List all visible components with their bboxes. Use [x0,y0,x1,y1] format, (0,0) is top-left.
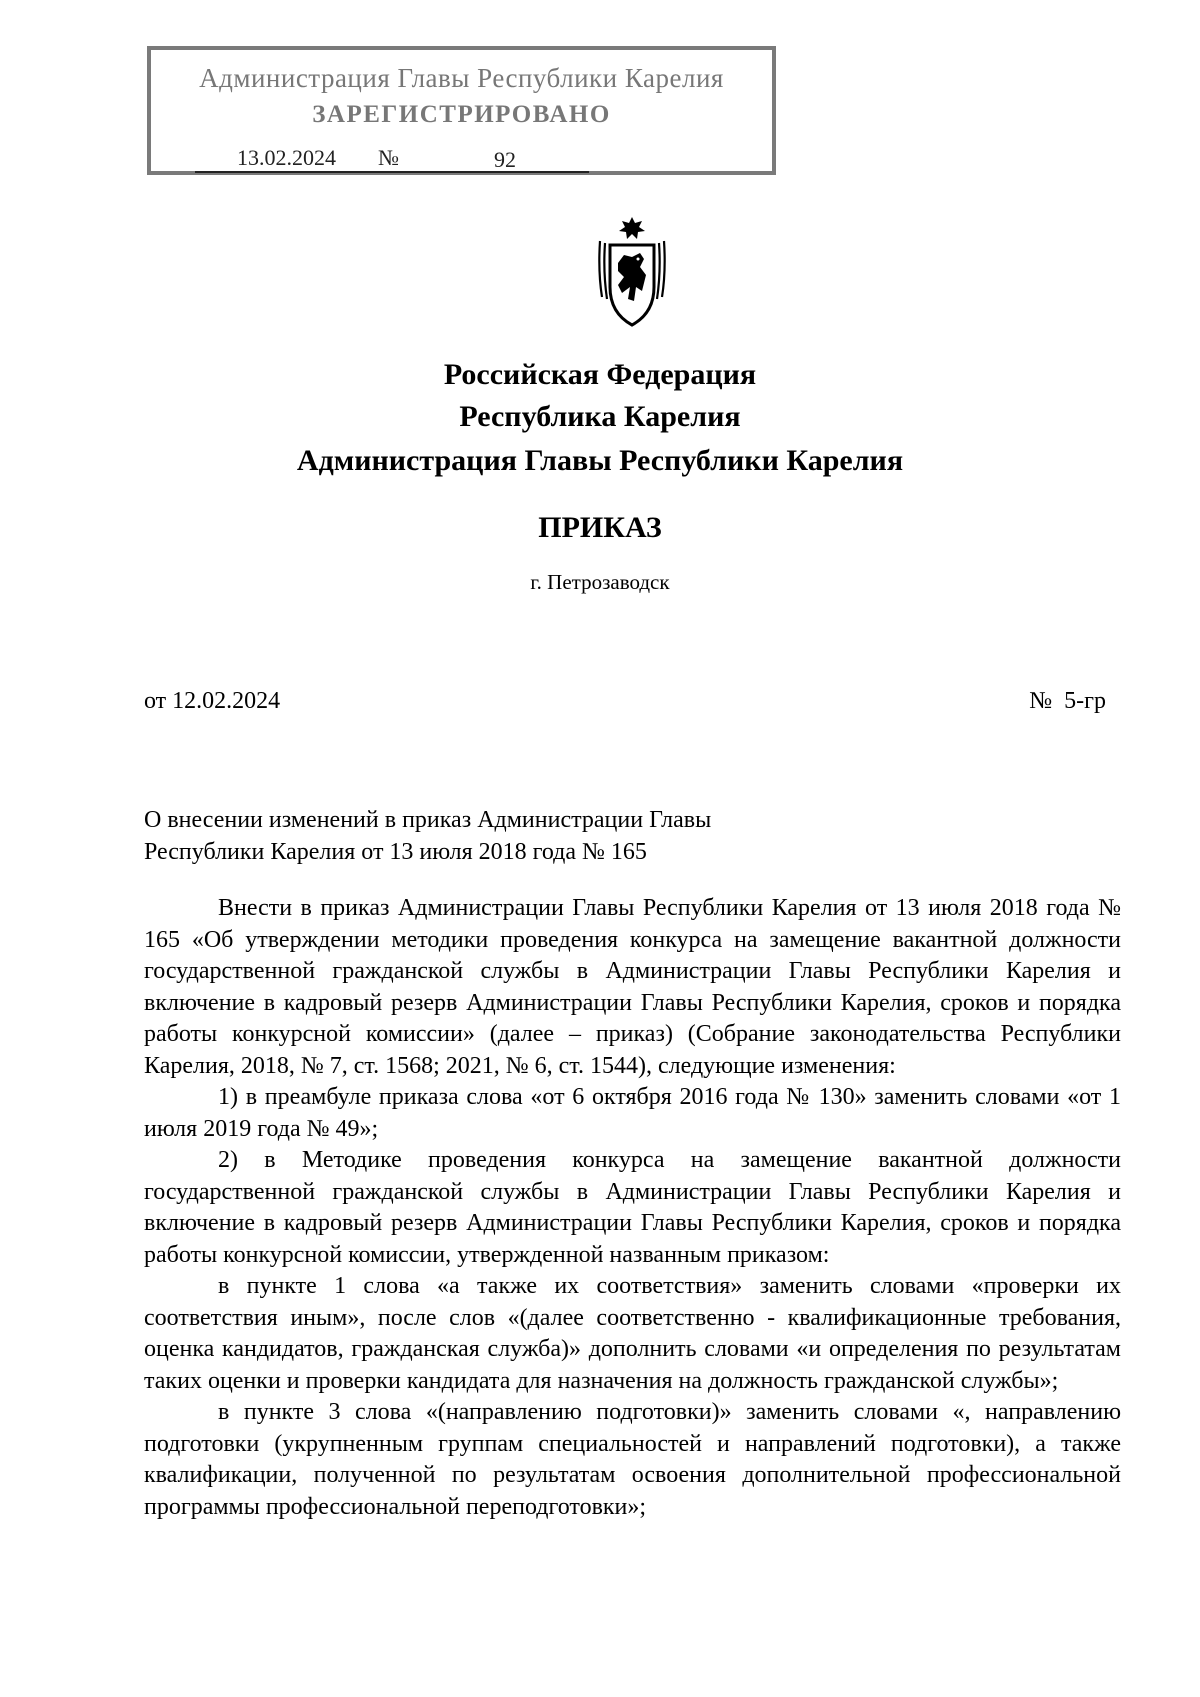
document-type: ПРИКАЗ [538,511,662,544]
document-body [144,893,1121,1523]
body-paragraph-intro: Внести в приказ Администрации Главы Республики Карелия от 13 июля 2018 года № 165 «Об утверждении методики проведения конкурса на замещение вакантной должности государственной гражданской службы в Администрации Главы Республики Карелия и включение в кадровый резерв Администрации Главы Республики Карелия, сроков и порядка работы конкурсной комиссии» (далее – приказ) (Собрание законодательства Республики Карелия, 2018, № 7, ст. 1568; 2021, № 6, ст. 1544), следующие изменения: [144,895,1121,1079]
subject-line-1: О внесении изменений в приказ Администрации Главы [144,807,712,833]
header-country: Российская Федерация [443,358,757,391]
document-city: г. Петрозаводск [530,570,670,594]
document-date: от 12.02.2024 [144,688,281,714]
stamp-date: 13.02.2024 [195,145,378,173]
registration-stamp [147,46,776,175]
stamp-organization: Администрация Главы Республики Карелия [199,63,724,93]
subject-line-2: Республики Карелия от 13 июля 2018 года № 165 [144,839,647,865]
body-paragraph-item-1: 1) в преамбуле приказа слова «от 6 октября 2016 года № 130» заменить словами «от 1 июля 2019 года № 49»; [144,1084,1121,1142]
document-number: № 5-гр [1029,688,1106,714]
karelia-coat-of-arms-icon [588,217,676,329]
body-paragraph-point-1: в пункте 1 слова «а также их соответствия» заменить словами «проверки их соответствия иным», после слов «(далее соответственно - квалификационные требования, оценка кандидатов, гражданская служба)» дополнить словами «и определения по результатам таких оценки и проверки кандидата для назначения на должность гражданской службы»; [144,1273,1121,1394]
document-subject [144,804,711,868]
stamp-number-sign: № [378,145,404,173]
header-administration: Администрация Главы Республики Карелия [296,444,904,477]
body-paragraph-point-3: в пункте 3 слова «(направлению подготовки)» заменить словами «, направлению подготовки (укрупненным группам специальностей и направлений подготовки), а также квалификации, полученной по результатам освоения дополнительной профессиональной программы профессиональной переподготовки»; [144,1399,1121,1520]
body-paragraph-item-2: 2) в Методике проведения конкурса на замещение вакантной должности государственной гражданской службы в Администрации Главы Республики Карелия и включение в кадровый резерв Администрации Главы Республики Карелия, сроков и порядка работы конкурсной комиссии, утвержденной названным приказом: [144,1147,1121,1268]
stamp-registration-line [195,145,589,173]
stamp-number: 92 [404,147,589,173]
header-republic: Республика Карелия [459,400,741,433]
stamp-status: ЗАРЕГИСТРИРОВАНО [312,101,611,128]
